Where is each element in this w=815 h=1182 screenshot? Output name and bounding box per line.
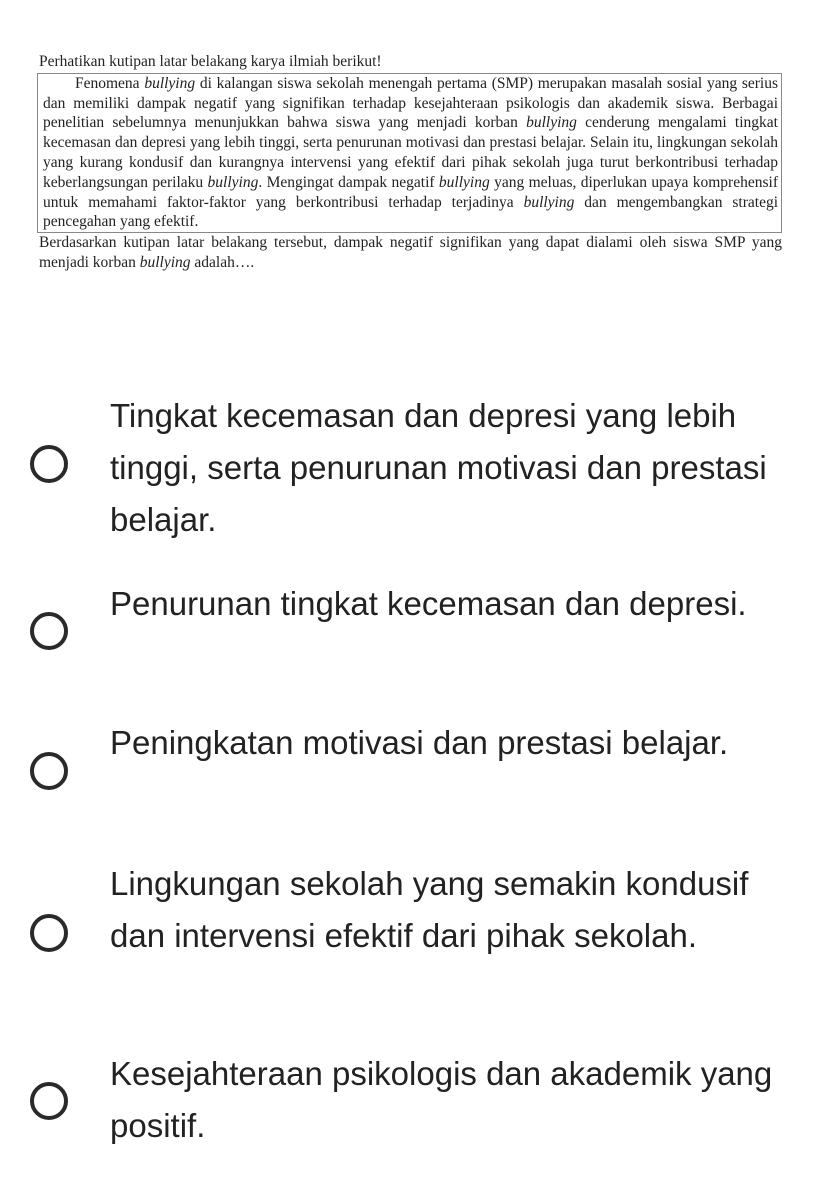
excerpt-italic-term: bullying — [526, 114, 577, 132]
excerpt-italic-term: bullying — [523, 193, 575, 211]
excerpt-text-part: dan mengembangkan strategi pencegahan yang efektif. — [43, 193, 779, 231]
excerpt-text-part: yang meluas, diperlukan upaya komprehensif untuk memahami faktor-faktor yang berkontribusi terhadap terjadinya — [43, 173, 778, 211]
option-b-label: Penurunan tingkat kecemasan dan depresi. — [110, 585, 747, 622]
prompt-text-part: Berdasarkan kutipan latar belakang tersebut, dampak negatif signifikan yang dapat dialami oleh siswa SMP yang menjadi korban — [39, 234, 782, 271]
option-c-label: Peningkatan motivasi dan prestasi belajar. — [110, 724, 729, 761]
option-b[interactable] — [0, 578, 815, 682]
prompt-text-part: adalah…. — [190, 253, 255, 271]
excerpt-text-part: di kalangan siswa sekolah menengah pertama (SMP) merupakan masalah sosial yang serius dan memiliki dampak negatif yang signifikan terhadap kesejahteraan psikologis dan akademik siswa. Berbagai penelitian sebelumnya menunjukkan bahwa siswa yang menjadi korban — [43, 74, 778, 132]
excerpt-italic-term: bullying — [207, 173, 259, 191]
radio-button-e[interactable] — [30, 1082, 68, 1120]
radio-button-b[interactable] — [30, 612, 68, 650]
excerpt-text-part: . Mengingat dampak negatif — [258, 173, 439, 191]
radio-button-d[interactable] — [30, 914, 68, 952]
option-a-label: Tingkat kecemasan dan depresi yang lebih tinggi, serta penurunan motivasi dan prestasi belajar. — [110, 397, 767, 538]
prompt-italic-term: bullying — [139, 253, 191, 271]
option-d[interactable] — [0, 858, 815, 1014]
question-intro: Perhatikan kutipan latar belakang karya ilmiah berikut! — [39, 53, 382, 70]
option-d-label: Lingkungan sekolah yang semakin kondusif dan intervensi efektif dari pihak sekolah. — [110, 865, 749, 954]
option-a[interactable] — [0, 390, 815, 546]
option-e-label: Kesejahteraan psikologis dan akademik yang positif. — [110, 1055, 773, 1144]
excerpt-italic-term: bullying — [144, 74, 196, 92]
radio-button-a[interactable] — [30, 445, 68, 483]
excerpt-text-part: Fenomena — [75, 74, 145, 92]
option-c[interactable] — [0, 717, 815, 821]
option-e[interactable] — [0, 1048, 815, 1152]
radio-button-c[interactable] — [30, 752, 68, 790]
excerpt-text-part: cenderung mengalami tingkat kecemasan dan depresi yang lebih tinggi, serta penurunan motivasi dan prestasi belajar. Selain itu, lingkungan sekolah yang kurang kondusif dan kurangnya intervensi yang efektif dari pihak sekolah juga turut berkontribusi terhadap keberlangsungan perilaku — [43, 114, 778, 191]
excerpt-italic-term: bullying — [438, 173, 490, 191]
